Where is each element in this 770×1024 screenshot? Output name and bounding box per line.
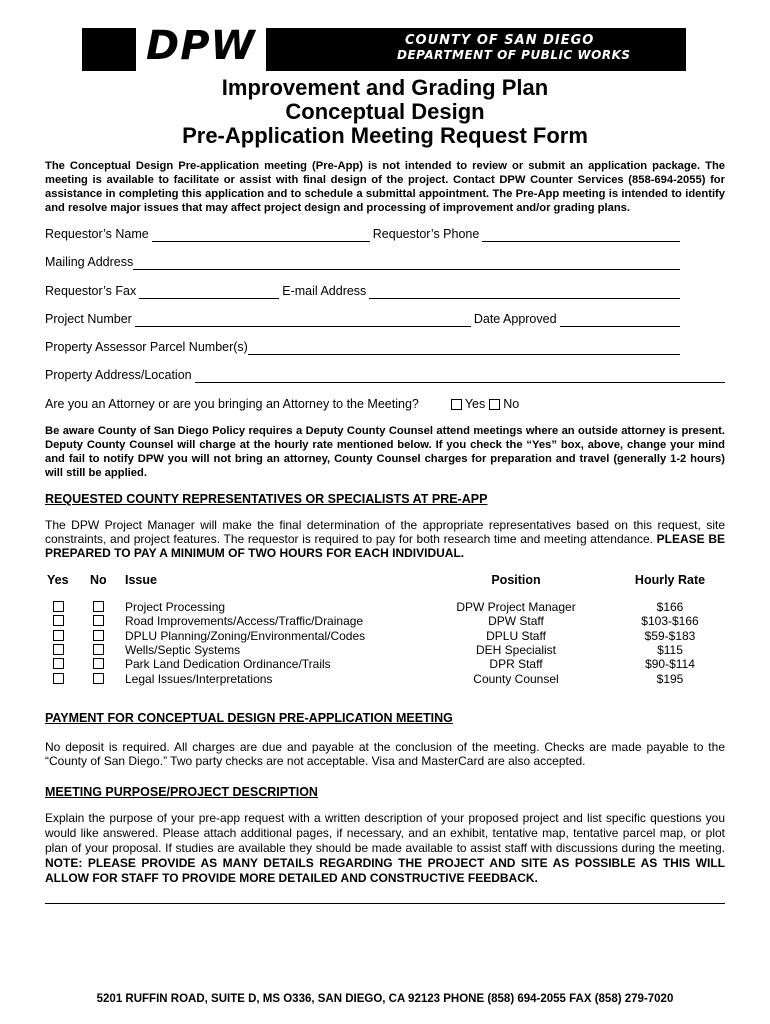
- representatives-text: [45, 518, 725, 560]
- row-no-checkbox[interactable]: [93, 601, 104, 612]
- attorney-yes-checkbox[interactable]: [451, 399, 462, 410]
- payment-text: No deposit is required. All charges are due and payable at the conclusion of the meeting. Checks are made payable to the “County of San Diego.” Two party checks are not acceptable. Visa and MasterCard are also accepted.: [45, 740, 725, 768]
- row-no-checkbox[interactable]: [93, 630, 104, 641]
- row-issue: Project Processing: [125, 600, 226, 614]
- requestor-fax-input-line[interactable]: [139, 286, 279, 299]
- row-hourly-rate: $166: [656, 600, 684, 614]
- requestor-name-label: Requestor’s Name: [45, 227, 149, 241]
- column-position: Position: [491, 573, 541, 587]
- requestor-phone-input-line[interactable]: [482, 229, 680, 242]
- row-yes-checkbox[interactable]: [53, 658, 64, 669]
- row-position: DPW Project Manager: [456, 600, 576, 614]
- mailing-address-input-line[interactable]: [133, 257, 680, 270]
- mailing-address-row: [45, 254, 725, 270]
- row-no-checkbox[interactable]: [93, 673, 104, 684]
- row-issue: DPLU Planning/Zoning/Environmental/Codes: [125, 628, 366, 643]
- mailing-address-label: Mailing Address: [45, 255, 134, 269]
- row-hourly-rate: $59-$183: [644, 628, 696, 643]
- row-position: DPW Staff: [488, 614, 544, 629]
- department-name: DEPARTMENT OF PUBLIC WORKS: [397, 48, 631, 62]
- footer-address: 5201 RUFFIN ROAD, SUITE D, MS O336, SAN DIEGO, CA 92123 PHONE (858) 694-2055 FAX (858) 279-7020: [96, 993, 674, 1005]
- row-no-checkbox[interactable]: [93, 615, 104, 626]
- description-input-line[interactable]: [45, 903, 725, 904]
- row-yes-checkbox[interactable]: [53, 630, 64, 641]
- row-issue: Legal Issues/Interpretations: [125, 671, 273, 686]
- fax-email-row: [45, 283, 725, 299]
- date-approved-label: Date Approved: [473, 312, 557, 326]
- parcel-number-label: Property Assessor Parcel Number(s): [45, 340, 248, 354]
- representatives-table: [0, 600, 770, 690]
- attorney-row: [45, 396, 725, 412]
- representatives-text-body: The DPW Project Manager will make the final determination of the appropriate representatives based on this request, site constraints, and project features. The requestor is required to pay for both research time and meeting attendance.: [45, 518, 725, 546]
- column-hourly-rate: Hourly Rate: [634, 573, 706, 587]
- parcel-number-row: [45, 339, 725, 355]
- attorney-no-label: No: [503, 397, 520, 411]
- purpose-text-body: Explain the purpose of your pre-app request with a written description of your proposed project and list specific questions you would like answered. Please attach additional pages, if necessary, and an exhibit, tentative map, tentative parcel map, or plot plan of your proposal. If studies are available they should be made available to assist staff with discussions during the meeting.: [45, 811, 725, 855]
- row-position: DPLU Staff: [486, 628, 546, 643]
- property-address-input-line[interactable]: [195, 370, 725, 383]
- purpose-text: [45, 811, 725, 886]
- row-issue: Road Improvements/Access/Traffic/Drainage: [125, 614, 364, 629]
- project-number-input-line[interactable]: [135, 314, 471, 327]
- row-issue: Park Land Dedication Ordinance/Trails: [125, 657, 331, 672]
- row-hourly-rate: $103-$166: [641, 614, 699, 629]
- dpw-logo: DPW: [136, 18, 266, 74]
- payment-heading: PAYMENT FOR CONCEPTUAL DESIGN PRE-APPLICATION MEETING: [45, 711, 453, 725]
- row-no-checkbox[interactable]: [93, 658, 104, 669]
- property-address-row: [45, 367, 725, 383]
- column-issue: Issue: [125, 573, 157, 587]
- email-address-label: E-mail Address: [282, 284, 367, 298]
- parcel-number-input-line[interactable]: [248, 342, 680, 355]
- row-position: DPR Staff: [489, 657, 543, 672]
- row-hourly-rate: $90-$114: [645, 657, 695, 672]
- property-address-label: Property Address/Location: [45, 368, 192, 382]
- date-approved-input-line[interactable]: [560, 314, 680, 327]
- attorney-question: Are you an Attorney or are you bringing an Attorney to the Meeting?: [45, 397, 419, 411]
- row-hourly-rate: $195: [656, 671, 684, 686]
- row-yes-checkbox[interactable]: [53, 673, 64, 684]
- row-position: County Counsel: [473, 671, 559, 686]
- requestor-phone-label: Requestor’s Phone: [372, 227, 480, 241]
- project-number-label: Project Number: [45, 312, 132, 326]
- attorney-notice: Be aware County of San Diego Policy requires a Deputy County Counsel attend meetings where an outside attorney is present. Deputy County Counsel will charge at the hourly rate mentioned below. If you check the “Yes” box, above, change your mind and fail to notify DPW you will not bring an attorney, County Counsel charges for preparation and travel (generally 1-2 hours) will still be applied.: [45, 425, 725, 479]
- intro-paragraph: The Conceptual Design Pre-application meeting (Pre-App) is not intended to review or submit an application package. The meeting is available to facilitate or assist with final design of the project. Contact DPW Counter Services (858-694-2055) for assistance in completing this application and to schedule a submittal appointment. The Pre-App meeting is intended to identify and resolve major issues that may affect project design and processing of improvement and/or grading plans.: [45, 160, 725, 214]
- row-position: DEH Specialist: [475, 642, 557, 657]
- project-number-row: [45, 311, 725, 327]
- requestor-name-input-line[interactable]: [152, 229, 370, 242]
- row-issue: Wells/Septic Systems: [125, 642, 241, 657]
- row-yes-checkbox[interactable]: [53, 601, 64, 612]
- row-hourly-rate: $115: [657, 642, 683, 657]
- attorney-yes-label: Yes: [464, 397, 486, 411]
- representatives-heading: REQUESTED COUNTY REPRESENTATIVES OR SPECIALISTS AT PRE-APP: [45, 492, 488, 506]
- purpose-heading: MEETING PURPOSE/PROJECT DESCRIPTION: [45, 785, 318, 799]
- email-address-input-line[interactable]: [369, 286, 680, 299]
- column-no: No: [90, 573, 107, 587]
- requestor-name-row: [45, 226, 725, 242]
- form-title-line-2: Conceptual Design: [285, 99, 485, 124]
- form-title-line-1: Improvement and Grading Plan: [221, 75, 549, 100]
- representatives-text-bold: PLEASE BE PREPARED TO PAY A MINIMUM OF TWO HOURS FOR EACH INDIVIDUAL.: [45, 532, 726, 560]
- column-yes: Yes: [47, 573, 69, 587]
- requestor-fax-label: Requestor’s Fax: [45, 284, 137, 298]
- purpose-text-bold: NOTE: PLEASE PROVIDE AS MANY DETAILS REGARDING THE PROJECT AND SITE AS POSSIBLE AS THIS WILL ALLOW FOR STAFF TO PROVIDE MORE DETAILED AND CONSTRUCTIVE FEEDBACK.: [45, 856, 725, 885]
- county-name: COUNTY OF SAN DIEGO: [405, 33, 595, 48]
- row-no-checkbox[interactable]: [93, 644, 104, 655]
- row-yes-checkbox[interactable]: [53, 644, 64, 655]
- form-title-line-3: Pre-Application Meeting Request Form: [182, 123, 588, 148]
- row-yes-checkbox[interactable]: [53, 615, 64, 626]
- attorney-no-checkbox[interactable]: [489, 399, 500, 410]
